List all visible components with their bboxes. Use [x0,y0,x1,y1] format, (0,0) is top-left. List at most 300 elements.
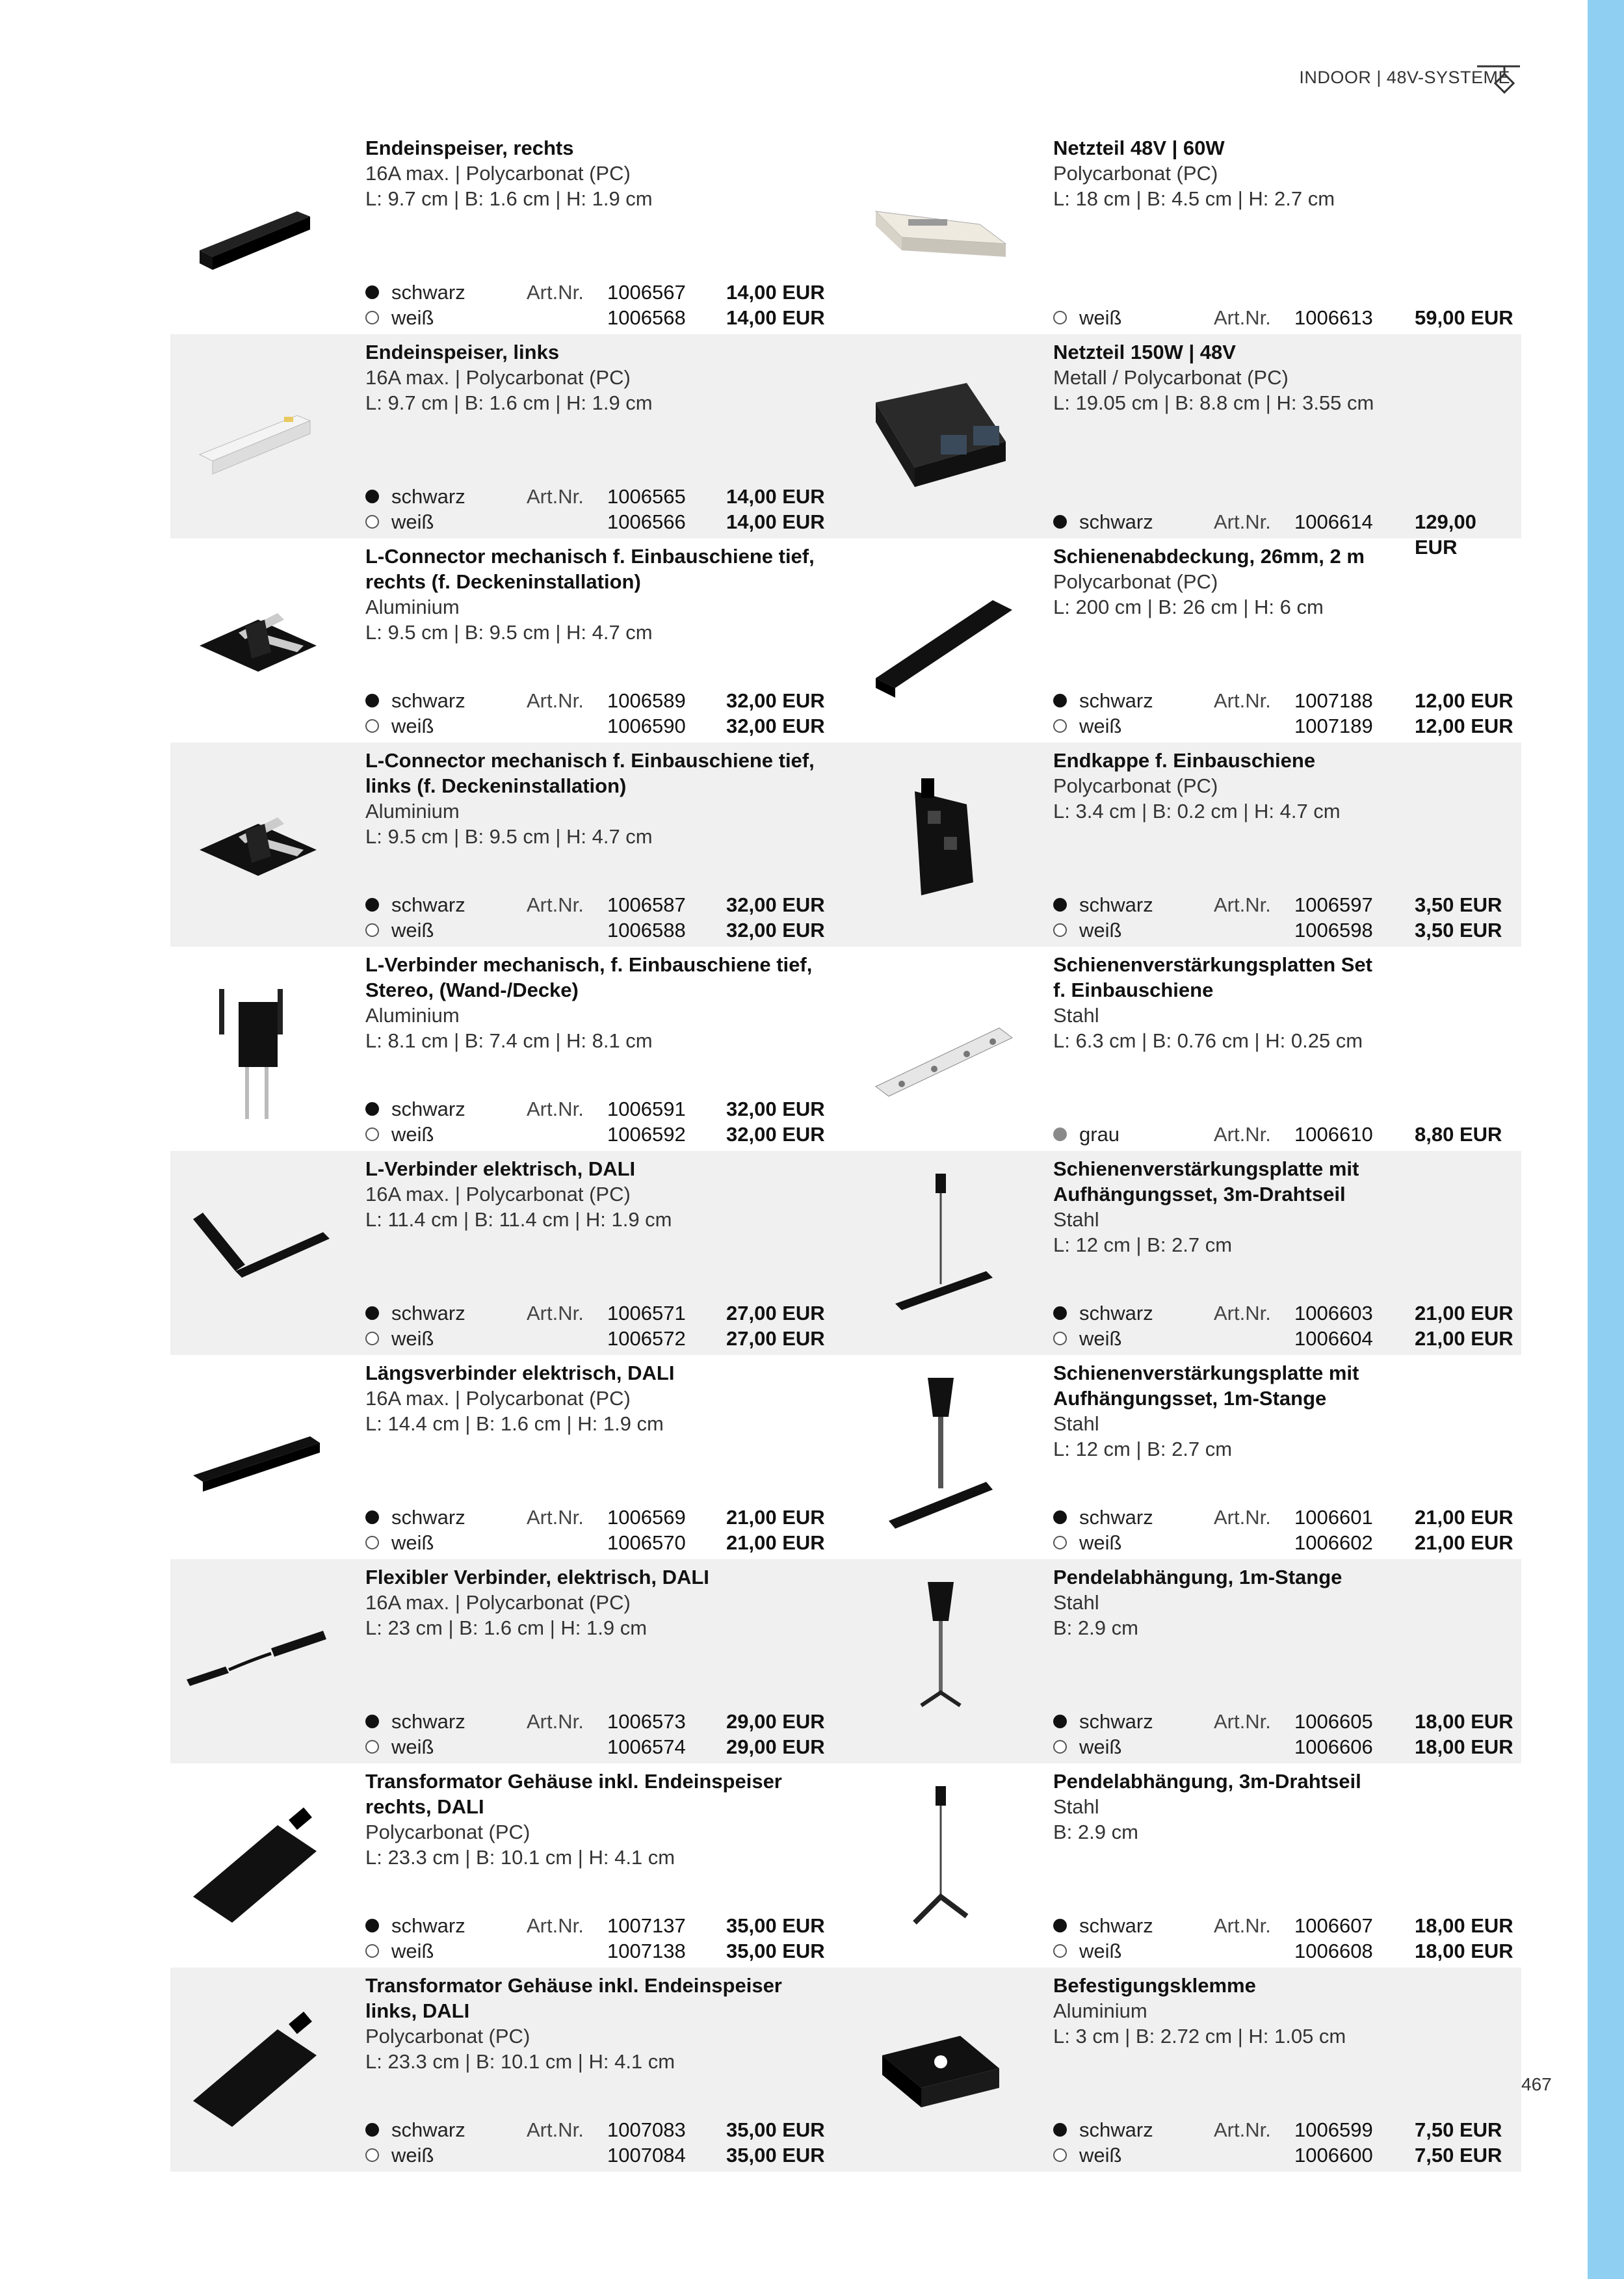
product-title: Endeinspeiser, links [365,341,560,363]
variant-color: weiß [391,2144,434,2167]
variant-row [365,509,840,534]
product-description: Polycarbonat (PC) [1053,774,1218,797]
article-number: 1006566 [607,510,686,533]
variant-list [365,1300,840,1351]
color-swatch-icon [365,311,379,324]
color-swatch-icon [1053,719,1067,733]
transformer-housing-icon [170,1981,346,2156]
variant-color: schwarz [391,893,465,916]
product-description: L: 6.3 cm | B: 0.76 cm | H: 0.25 cm [1053,1029,1363,1052]
variant-price: 18,00 EUR [1415,1940,1513,1962]
color-swatch-icon [365,1715,379,1728]
product-description: 16A max. | Polycarbonat (PC) [365,1591,631,1614]
product-card [859,1763,1521,1968]
variant-color: schwarz [1079,1710,1153,1733]
article-number: 1007188 [1294,689,1373,712]
article-number: 1006605 [1294,1710,1373,1733]
variant-color: schwarz [1079,1506,1153,1529]
product-title: Endkappe f. Einbauschiene [1053,749,1316,772]
variant-row [1053,1938,1521,1964]
art-nr-label: Art.Nr. [1214,893,1271,916]
variant-color: schwarz [1079,510,1153,533]
product-card [170,1151,840,1355]
article-number: 1006592 [607,1123,686,1146]
color-swatch-icon [365,1919,379,1932]
variant-price: 32,00 EUR [726,1098,825,1120]
variant-color: schwarz [1079,1302,1153,1324]
art-nr-label: Art.Nr. [1214,1302,1271,1324]
product-title: Transformator Gehäuse inkl. Endeinspeiser [365,1974,782,1997]
variant-list [365,892,840,943]
art-nr-label: Art.Nr. [527,2118,584,2141]
variant-row [1053,1505,1521,1530]
product-description: Metall / Polycarbonat (PC) [1053,366,1289,389]
variant-list [365,280,840,330]
product-list [170,130,1521,2172]
product-card [859,947,1521,1151]
article-number: 1006602 [1294,1531,1373,1554]
variant-color: weiß [391,510,434,533]
color-swatch-icon [365,1127,379,1141]
article-number: 1006610 [1294,1123,1373,1146]
color-swatch-icon [365,490,379,503]
product-card [859,1968,1521,2172]
product-title: f. Einbauschiene [1053,979,1214,1001]
color-swatch-icon [1053,2123,1067,2137]
variant-row [365,2142,840,2168]
product-title: Schienenverstärkungsplatten Set [1053,953,1372,976]
color-swatch-icon [365,1944,379,1958]
page-number: 467 [1521,2074,1552,2094]
product-description: Polycarbonat (PC) [365,2025,530,2048]
variant-row [365,713,840,739]
product-description: L: 9.7 cm | B: 1.6 cm | H: 1.9 cm [365,187,653,210]
variant-price: 14,00 EUR [726,485,825,508]
product-title: Netzteil 150W | 48V [1053,341,1236,363]
variant-color: weiß [1079,1327,1122,1350]
product-row [170,947,1521,1151]
article-number: 1006608 [1294,1940,1373,1962]
variant-price: 7,50 EUR [1415,2144,1502,2167]
variant-list [365,1913,840,1964]
variant-color: weiß [1079,306,1122,329]
color-swatch-icon [1053,898,1067,912]
variant-color: schwarz [391,1506,465,1529]
product-title: L-Connector mechanisch f. Einbauschiene tief, [365,749,815,772]
product-description: Polycarbonat (PC) [1053,162,1218,185]
variant-row [1053,892,1521,917]
variant-price: 3,50 EUR [1415,893,1502,916]
variant-price: 12,00 EUR [1415,689,1513,712]
variant-row [1053,1734,1521,1759]
variant-row [1053,2117,1521,2142]
mounting-clip-icon [853,1981,1028,2156]
article-number: 1007083 [607,2118,686,2141]
art-nr-label: Art.Nr. [1214,689,1271,712]
article-number: 1007189 [1294,715,1373,737]
product-card [170,1355,840,1559]
variant-color: weiß [1079,715,1122,737]
variant-row [1053,1913,1521,1938]
color-swatch-icon [365,898,379,912]
product-description: L: 3 cm | B: 2.72 cm | H: 1.05 cm [1053,2025,1346,2048]
product-description: L: 9.5 cm | B: 9.5 cm | H: 4.7 cm [365,825,653,848]
article-number: 1006601 [1294,1506,1373,1529]
variant-price: 27,00 EUR [726,1327,825,1350]
product-description: Aluminium [365,596,460,618]
color-swatch-icon [365,1306,379,1320]
product-info [365,135,840,330]
variant-price: 7,50 EUR [1415,2118,1502,2141]
variant-list [365,1505,840,1555]
article-number: 1006600 [1294,2144,1373,2167]
product-description: L: 18 cm | B: 4.5 cm | H: 2.7 cm [1053,187,1335,210]
product-card [859,1559,1521,1763]
power-supply-white-icon [853,143,1028,319]
variant-row [1053,1530,1521,1555]
l-connector-electric-icon [170,1164,346,1339]
product-description: Stahl [1053,1004,1099,1027]
color-swatch-icon [365,2123,379,2137]
color-swatch-icon [365,515,379,529]
variant-row [365,2117,840,2142]
product-title: Aufhängungsset, 1m-Stange [1053,1387,1327,1410]
power-supply-black-icon [853,347,1028,523]
variant-price: 35,00 EUR [726,2118,825,2141]
article-number: 1007084 [607,2144,686,2167]
variant-list [1053,892,1521,943]
product-description: Stahl [1053,1591,1099,1614]
variant-color: weiß [1079,1940,1122,1962]
product-description: 16A max. | Polycarbonat (PC) [365,1387,631,1410]
variant-price: 8,80 EUR [1415,1123,1502,1146]
variant-list [1053,1709,1521,1759]
variant-row [1053,688,1521,713]
section-header: INDOOR | 48V-SYSTEME [1299,68,1510,87]
product-info [365,1360,840,1555]
variant-row [1053,1122,1521,1147]
product-card [170,334,840,538]
color-swatch-icon [1053,694,1067,707]
pendant-wire-icon [853,1776,1028,1952]
variant-color: weiß [391,1735,434,1758]
rail-cover-icon [853,551,1028,727]
article-number: 1006603 [1294,1302,1373,1324]
variant-color: weiß [391,1531,434,1554]
color-swatch-icon [1053,515,1067,529]
sidebar-accent-bar [1588,0,1624,2279]
color-swatch-icon [365,1510,379,1524]
product-title: Netzteil 48V | 60W [1053,137,1225,159]
article-number: 1006574 [607,1735,686,1758]
product-card [170,538,840,743]
variant-price: 29,00 EUR [726,1735,825,1758]
product-description: L: 23.3 cm | B: 10.1 cm | H: 4.1 cm [365,1846,675,1869]
product-row [170,743,1521,947]
product-title: Endeinspeiser, rechts [365,137,574,159]
article-number: 1006571 [607,1302,686,1324]
variant-price: 32,00 EUR [726,919,825,942]
product-description: B: 2.9 cm [1053,1821,1138,1843]
article-number: 1006613 [1294,306,1373,329]
variant-price: 21,00 EUR [1415,1327,1513,1350]
variant-price: 129,00 EUR [1415,510,1476,559]
variant-price: 32,00 EUR [726,1123,825,1146]
variant-list [1053,305,1521,330]
color-swatch-icon [1053,1332,1067,1345]
product-description: L: 8.1 cm | B: 7.4 cm | H: 8.1 cm [365,1029,653,1052]
color-swatch-icon [1053,1510,1067,1524]
pendant-rod-icon [853,1572,1028,1748]
variant-color: schwarz [1079,2118,1153,2141]
variant-list [365,688,840,739]
product-info [1053,1156,1521,1351]
color-swatch-icon [365,694,379,707]
product-title: L-Verbinder elektrisch, DALI [365,1157,636,1180]
product-title: Befestigungsklemme [1053,1974,1256,1997]
product-info [1053,1973,1521,2168]
variant-row [365,688,840,713]
art-nr-label: Art.Nr. [1214,306,1271,329]
product-info [1053,1360,1521,1555]
variant-price: 18,00 EUR [1415,1914,1513,1937]
variant-price: 35,00 EUR [726,1940,825,1962]
variant-price: 32,00 EUR [726,893,825,916]
article-number: 1007138 [607,1940,686,1962]
variant-color: schwarz [391,2118,465,2141]
color-swatch-icon [365,923,379,937]
article-number: 1006588 [607,919,686,942]
product-card [170,1559,840,1763]
variant-color: weiß [1079,2144,1122,2167]
variant-list [1053,1505,1521,1555]
variant-color: weiß [391,1327,434,1350]
product-title: Pendelabhängung, 1m-Stange [1053,1566,1342,1588]
article-number: 1006569 [607,1506,686,1529]
product-row [170,1559,1521,1763]
product-info [1053,135,1521,330]
product-description: 16A max. | Polycarbonat (PC) [365,162,631,185]
product-row [170,1763,1521,1968]
variant-color: grau [1079,1123,1120,1146]
art-nr-label: Art.Nr. [527,1506,584,1529]
product-title: Schienenverstärkungsplatte mit [1053,1362,1359,1384]
article-number: 1006590 [607,715,686,737]
product-description: B: 2.9 cm [1053,1616,1138,1639]
color-swatch-icon [365,285,379,299]
variant-row [365,1326,840,1351]
article-number: 1006573 [607,1710,686,1733]
article-number: 1006598 [1294,919,1373,942]
color-swatch-icon [1053,1944,1067,1958]
art-nr-label: Art.Nr. [527,893,584,916]
article-number: 1006567 [607,281,686,304]
suspension-rod-plate-icon [853,1368,1028,1544]
suspension-wire-plate-icon [853,1164,1028,1339]
variant-color: schwarz [1079,1914,1153,1937]
variant-row [1053,1709,1521,1734]
product-description: L: 12 cm | B: 2.7 cm [1053,1233,1233,1256]
art-nr-label: Art.Nr. [1214,1506,1271,1529]
color-swatch-icon [1053,1127,1067,1141]
variant-row [365,280,840,305]
product-card [170,130,840,334]
variant-row [365,1122,840,1147]
variant-list [1053,688,1521,739]
l-connector-wall-icon [170,960,346,1135]
l-connector-icon [170,756,346,931]
variant-price: 35,00 EUR [726,1914,825,1937]
product-description: L: 12 cm | B: 2.7 cm [1053,1438,1233,1460]
product-card [859,743,1521,947]
variant-row [365,484,840,509]
variant-row [1053,713,1521,739]
variant-color: weiß [1079,1735,1122,1758]
variant-color: schwarz [391,281,465,304]
variant-price: 32,00 EUR [726,715,825,737]
variant-color: schwarz [391,485,465,508]
variant-price: 29,00 EUR [726,1710,825,1733]
product-card [170,1763,840,1968]
color-swatch-icon [365,719,379,733]
variant-price: 21,00 EUR [726,1506,825,1529]
product-description: Stahl [1053,1412,1099,1435]
variant-row [365,1709,840,1734]
product-info [365,1156,840,1351]
product-card [170,743,840,947]
color-swatch-icon [1053,1306,1067,1320]
variant-color: schwarz [391,1914,465,1937]
variant-list [1053,1300,1521,1351]
article-number: 1006607 [1294,1914,1373,1937]
variant-row [365,305,840,330]
variant-row [365,1530,840,1555]
color-swatch-icon [1053,923,1067,937]
article-number: 1007137 [607,1914,686,1937]
variant-list [365,484,840,534]
article-number: 1006565 [607,485,686,508]
variant-price: 12,00 EUR [1415,715,1513,737]
variant-color: schwarz [391,1098,465,1120]
article-number: 1006572 [607,1327,686,1350]
article-number: 1006591 [607,1098,686,1120]
product-title: Schienenverstärkungsplatte mit [1053,1157,1359,1180]
product-card [859,538,1521,743]
art-nr-label: Art.Nr. [1214,1123,1271,1146]
product-description: L: 200 cm | B: 26 cm | H: 6 cm [1053,596,1324,618]
art-nr-label: Art.Nr. [1214,2118,1271,2141]
product-description: L: 23 cm | B: 1.6 cm | H: 1.9 cm [365,1616,648,1639]
product-info [365,1564,840,1759]
art-nr-label: Art.Nr. [527,1098,584,1120]
variant-row [365,917,840,943]
variant-row [1053,917,1521,943]
product-title: L-Connector mechanisch f. Einbauschiene tief, [365,545,815,568]
product-description: L: 11.4 cm | B: 11.4 cm | H: 1.9 cm [365,1208,672,1231]
article-number: 1006597 [1294,893,1373,916]
variant-row [1053,1326,1521,1351]
article-number: 1006587 [607,893,686,916]
product-info [1053,952,1521,1147]
product-title: Flexibler Verbinder, elektrisch, DALI [365,1566,709,1588]
color-swatch-icon [365,2148,379,2162]
article-number: 1006570 [607,1531,686,1554]
product-row [170,538,1521,743]
color-swatch-icon [1053,1740,1067,1754]
variant-list [1053,2117,1521,2168]
variant-price: 3,50 EUR [1415,919,1502,942]
product-title: Schienenabdeckung, 26mm, 2 m [1053,545,1365,568]
product-description: 16A max. | Polycarbonat (PC) [365,1183,631,1205]
article-number: 1006599 [1294,2118,1373,2141]
product-row [170,130,1521,334]
transformer-housing-icon [170,1776,346,1952]
color-swatch-icon [365,1102,379,1116]
color-swatch-icon [1053,1536,1067,1549]
product-title: Aufhängungsset, 3m-Drahtseil [1053,1183,1346,1205]
variant-price: 18,00 EUR [1415,1735,1513,1758]
product-info [1053,748,1521,943]
art-nr-label: Art.Nr. [527,1914,584,1937]
product-title: Transformator Gehäuse inkl. Endeinspeiser [365,1770,782,1793]
product-info [365,952,840,1147]
product-info [365,339,840,534]
product-description: Aluminium [365,800,460,823]
variant-list [1053,1122,1521,1147]
product-description: Polycarbonat (PC) [1053,570,1218,593]
article-number: 1006606 [1294,1735,1373,1758]
variant-color: schwarz [391,1302,465,1324]
variant-row [365,1096,840,1122]
product-row [170,1355,1521,1559]
product-description: Aluminium [365,1004,460,1027]
variant-list [365,2117,840,2168]
variant-price: 18,00 EUR [1415,1710,1513,1733]
color-swatch-icon [365,1740,379,1754]
variant-price: 14,00 EUR [726,510,825,533]
product-card [170,947,840,1151]
variant-color: schwarz [391,1710,465,1733]
product-card [859,1355,1521,1559]
variant-color: weiß [391,1940,434,1962]
product-description: L: 9.5 cm | B: 9.5 cm | H: 4.7 cm [365,621,653,644]
product-description: 16A max. | Polycarbonat (PC) [365,366,631,389]
color-swatch-icon [1053,1715,1067,1728]
product-title: Längsverbinder elektrisch, DALI [365,1362,675,1384]
variant-row [1053,305,1521,330]
product-info [365,748,840,943]
variant-price: 35,00 EUR [726,2144,825,2167]
art-nr-label: Art.Nr. [527,1302,584,1324]
product-row [170,1151,1521,1355]
variant-color: weiß [1079,1531,1122,1554]
variant-color: weiß [391,919,434,942]
variant-row [1053,1300,1521,1326]
art-nr-label: Art.Nr. [1214,510,1271,533]
product-description: Aluminium [1053,1999,1147,2022]
straight-connector-icon [170,1368,346,1544]
end-feed-right-icon [170,143,346,319]
variant-price: 14,00 EUR [726,306,825,329]
variant-color: weiß [391,1123,434,1146]
art-nr-label: Art.Nr. [527,281,584,304]
variant-row [365,1734,840,1759]
product-description: L: 9.7 cm | B: 1.6 cm | H: 1.9 cm [365,391,653,414]
product-info [1053,1564,1521,1759]
end-feed-left-icon [170,347,346,523]
color-swatch-icon [1053,1919,1067,1932]
variant-price: 21,00 EUR [726,1531,825,1554]
